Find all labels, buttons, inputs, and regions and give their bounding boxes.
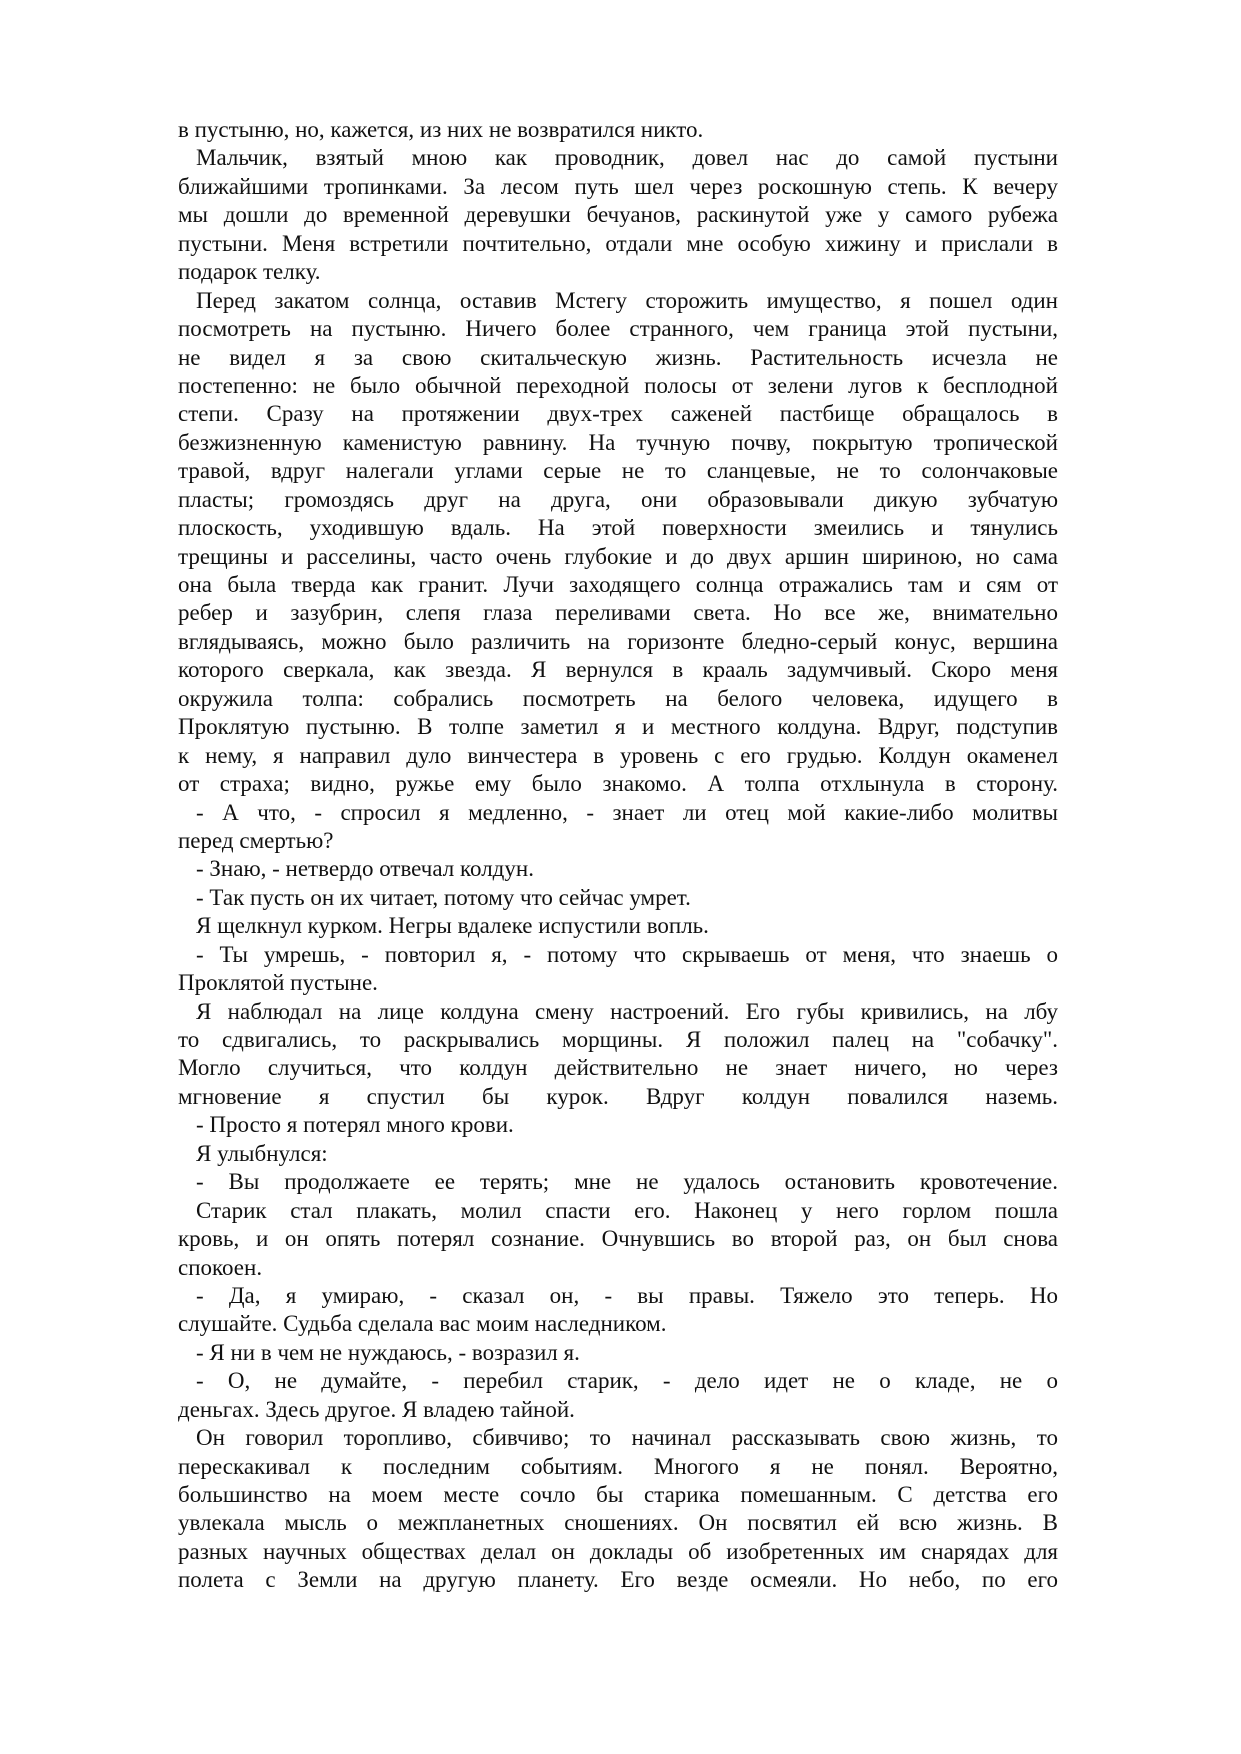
text-line: которого сверкала, как звезда. Я вернулся в крааль задумчивый. Скоро меня: [178, 657, 1058, 683]
text-line: ближайшими тропинками. За лесом путь шел через роскошную степь. К вечеру: [178, 173, 1058, 199]
text-line: подарок телку.: [178, 259, 321, 285]
text-line: она была тверда как гранит. Лучи заходящего солнца отражались там и сям от: [178, 572, 1058, 597]
text-line: Могло случиться, что колдун действительно не знает ничего, но через: [178, 1055, 1058, 1081]
text-line: то сдвигались, то раскрывались морщины. Я положил палец на "собачку".: [178, 1027, 1058, 1052]
text-line: Я щелкнул курком. Негры вдалеке испустили вопль.: [196, 913, 709, 939]
text-line: - Знаю, - нетвердо отвечал колдун.: [196, 856, 534, 882]
text-line: трещины и расселины, часто очень глубокие и до двух аршин шириною, но сама: [178, 543, 1058, 569]
text-line: от страха; видно, ружье ему было знакомо. А толпа отхлынула в сторону.: [178, 771, 1058, 797]
text-line: - Ты умрешь, - повторил я, - потому что скрываешь от меня, что знаешь о: [196, 941, 1058, 967]
text-line: пласты; громоздясь друг на друга, они образовывали дикую зубчатую: [178, 486, 1058, 512]
text-line: спокоен.: [178, 1254, 263, 1280]
document-page: [178, 116, 1058, 1595]
text-line: большинство на моем месте сочло бы старика помешанным. С детства его: [178, 1482, 1058, 1507]
text-line: - Так пусть он их читает, потому что сейчас умрет.: [196, 884, 691, 910]
text-line: Перед закатом солнца, оставив Мстегу сторожить имущество, я пошел один: [196, 287, 1058, 313]
text-line: - О, не думайте, - перебил старик, - дело идет не о кладе, не о: [196, 1368, 1058, 1394]
text-line: Я наблюдал на лице колдуна смену настроений. Его губы кривились, на лбу: [196, 998, 1058, 1024]
text-line: ребер и зазубрин, слепя глаза переливами света. Но все же, внимательно: [178, 600, 1058, 626]
text-line: - Просто я потерял много крови.: [196, 1112, 514, 1138]
text-line: вглядываясь, можно было различить на горизонте бледно-серый конус, вершина: [178, 628, 1058, 654]
text-line: Проклятой пустыне.: [178, 970, 378, 996]
text-line: деньгах. Здесь другое. Я владею тайной.: [178, 1396, 575, 1422]
text-line: степи. Сразу на протяжении двух-трех саженей пастбище обращалось в: [178, 401, 1058, 427]
text-line: - Я ни в чем не нуждаюсь, - возразил я.: [196, 1339, 580, 1365]
text-line: в пустыню, но, кажется, из них не возвратился никто.: [178, 117, 704, 142]
text-line: Он говорил торопливо, сбивчиво; то начинал рассказывать свою жизнь, то: [196, 1425, 1058, 1451]
text-line: перед смертью?: [178, 827, 334, 853]
text-line: травой, вдруг налегали углами серые не то сланцевые, не то солончаковые: [178, 458, 1058, 484]
text-line: - Да, я умираю, - сказал он, - вы правы. Тяжело это теперь. Но: [196, 1282, 1058, 1308]
text-line: Мальчик, взятый мною как проводник, довел нас до самой пустыни: [196, 145, 1058, 171]
text-line: окружила толпа: собрались посмотреть на белого человека, идущего в: [178, 685, 1058, 711]
text-line: плоскость, уходившую вдаль. На этой поверхности змеились и тянулись: [178, 515, 1058, 541]
text-line: разных научных обществах делал он доклады об изобретенных им снарядах для: [178, 1538, 1058, 1564]
text-line: мгновение я спустил бы курок. Вдруг колдун повалился наземь.: [178, 1083, 1058, 1109]
text-line: постепенно: не было обычной переходной полосы от зелени лугов к бесплодной: [178, 372, 1058, 398]
text-line: - Вы продолжаете ее терять; мне не удалось остановить кровотечение.: [196, 1169, 1058, 1195]
text-line: пустыни. Меня встретили почтительно, отдали мне особую хижину и прислали в: [178, 230, 1058, 256]
text-line: увлекала мысль о межпланетных сношениях. Он посвятил ей всю жизнь. В: [178, 1510, 1058, 1536]
text-line: Старик стал плакать, молил спасти его. Наконец у него горлом пошла: [196, 1197, 1058, 1223]
text-line: кровь, и он опять потерял сознание. Очнувшись во второй раз, он был снова: [178, 1226, 1058, 1252]
text-line: не видел я за свою скитальческую жизнь. Растительность исчезла не: [178, 344, 1058, 370]
text-line: Я улыбнулся:: [196, 1140, 328, 1166]
text-line: Проклятую пустыню. В толпе заметил я и местного колдуна. Вдруг, подступив: [178, 714, 1058, 740]
text-line: безжизненную каменистую равнину. На тучную почву, покрытую тропической: [178, 429, 1058, 455]
text-line: посмотреть на пустыню. Ничего более странного, чем граница этой пустыни,: [178, 316, 1058, 342]
text-line: мы дошли до временной деревушки бечуанов, раскинутой уже у самого рубежа: [178, 202, 1058, 228]
text-line: слушайте. Судьба сделала вас моим наследником.: [178, 1311, 667, 1337]
text-line: к нему, я направил дуло винчестера в уровень с его грудью. Колдун окаменел: [178, 742, 1058, 768]
text-line: - А что, - спросил я медленно, - знает ли отец мой какие-либо молитвы: [196, 799, 1058, 825]
text-line: перескакивал к последним событиям. Многого я не понял. Вероятно,: [178, 1453, 1058, 1479]
text-line: полета с Земли на другую планету. Его везде осмеяли. Но небо, по его: [178, 1567, 1058, 1593]
